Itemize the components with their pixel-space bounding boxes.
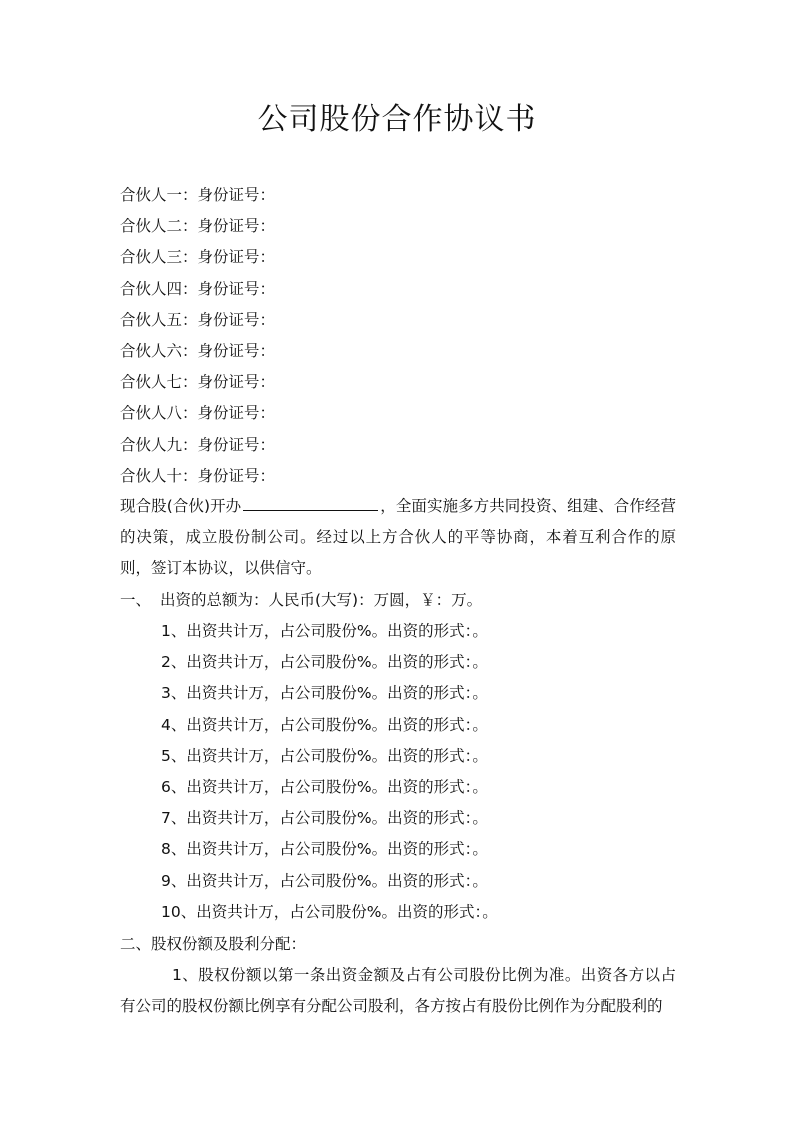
company-name-blank: [243, 492, 378, 511]
contribution-list: [161, 616, 498, 928]
partner-line: 合伙人八：身份证号：: [120, 404, 276, 423]
intro-text-end: ，全面实施多方共同投资、组建、合作经营的决策，成立股份制公司。经过以上方合伙人的平等协商，本着互利合作的原则，签订本协议，以供信守。: [120, 497, 676, 578]
section-one-number: 一、: [120, 591, 152, 609]
partner-line: 合伙人五：身份证号：: [120, 310, 276, 329]
partner-line: 合伙人四：身份证号：: [120, 279, 276, 298]
partner-line: 合伙人九：身份证号：: [120, 435, 276, 454]
section-one-text: 出资的总额为：人民币(大写)：万圆，￥：万。: [160, 591, 483, 609]
partner-line: 合伙人一：身份证号：: [120, 186, 276, 204]
partner-line: 合伙人三：身份证号：: [120, 248, 276, 267]
contribution-item: 10、出资共计万，占公司股份%。出资的形式：。: [161, 902, 498, 921]
contribution-item: 5、出资共计万，占公司股份%。出资的形式：。: [161, 746, 488, 765]
intro-text-start: 现合股(合伙)开办: [120, 497, 242, 515]
contribution-item: 4、出资共计万，占公司股份%。出资的形式：。: [161, 715, 488, 734]
contribution-item: 2、出资共计万，占公司股份%。出资的形式：。: [161, 653, 488, 672]
section-two-paragraph: 1、股权份额以第一条出资金额及占有公司股份比例为准。出资各方以占有公司的股权份额比例享有分配公司股利，各方按占有股份比例作为分配股利的: [120, 966, 676, 1016]
partner-line: 合伙人十：身份证号：: [120, 466, 276, 485]
partner-line: 合伙人六：身份证号：: [120, 341, 276, 360]
section-two-heading: 二、股权份额及股利分配：: [120, 935, 307, 953]
document-title: 公司股份合作协议书: [257, 102, 537, 137]
contribution-item: 9、出资共计万，占公司股份%。出资的形式：。: [161, 871, 488, 890]
partner-line: 合伙人二：身份证号：: [120, 217, 276, 236]
contribution-item: 8、出资共计万，占公司股份%。出资的形式：。: [161, 840, 488, 859]
contribution-item: 6、出资共计万，占公司股份%。出资的形式：。: [161, 777, 488, 796]
partner-line: 合伙人七：身份证号：: [120, 373, 276, 392]
partner-list: [120, 180, 275, 492]
intro-paragraph: [120, 491, 676, 585]
section-one: [120, 585, 482, 616]
contribution-item: 7、出资共计万，占公司股份%。出资的形式：。: [161, 809, 488, 828]
contribution-item: 1、出资共计万，占公司股份%。出资的形式：。: [161, 622, 488, 640]
contribution-item: 3、出资共计万，占公司股份%。出资的形式：。: [161, 684, 488, 703]
